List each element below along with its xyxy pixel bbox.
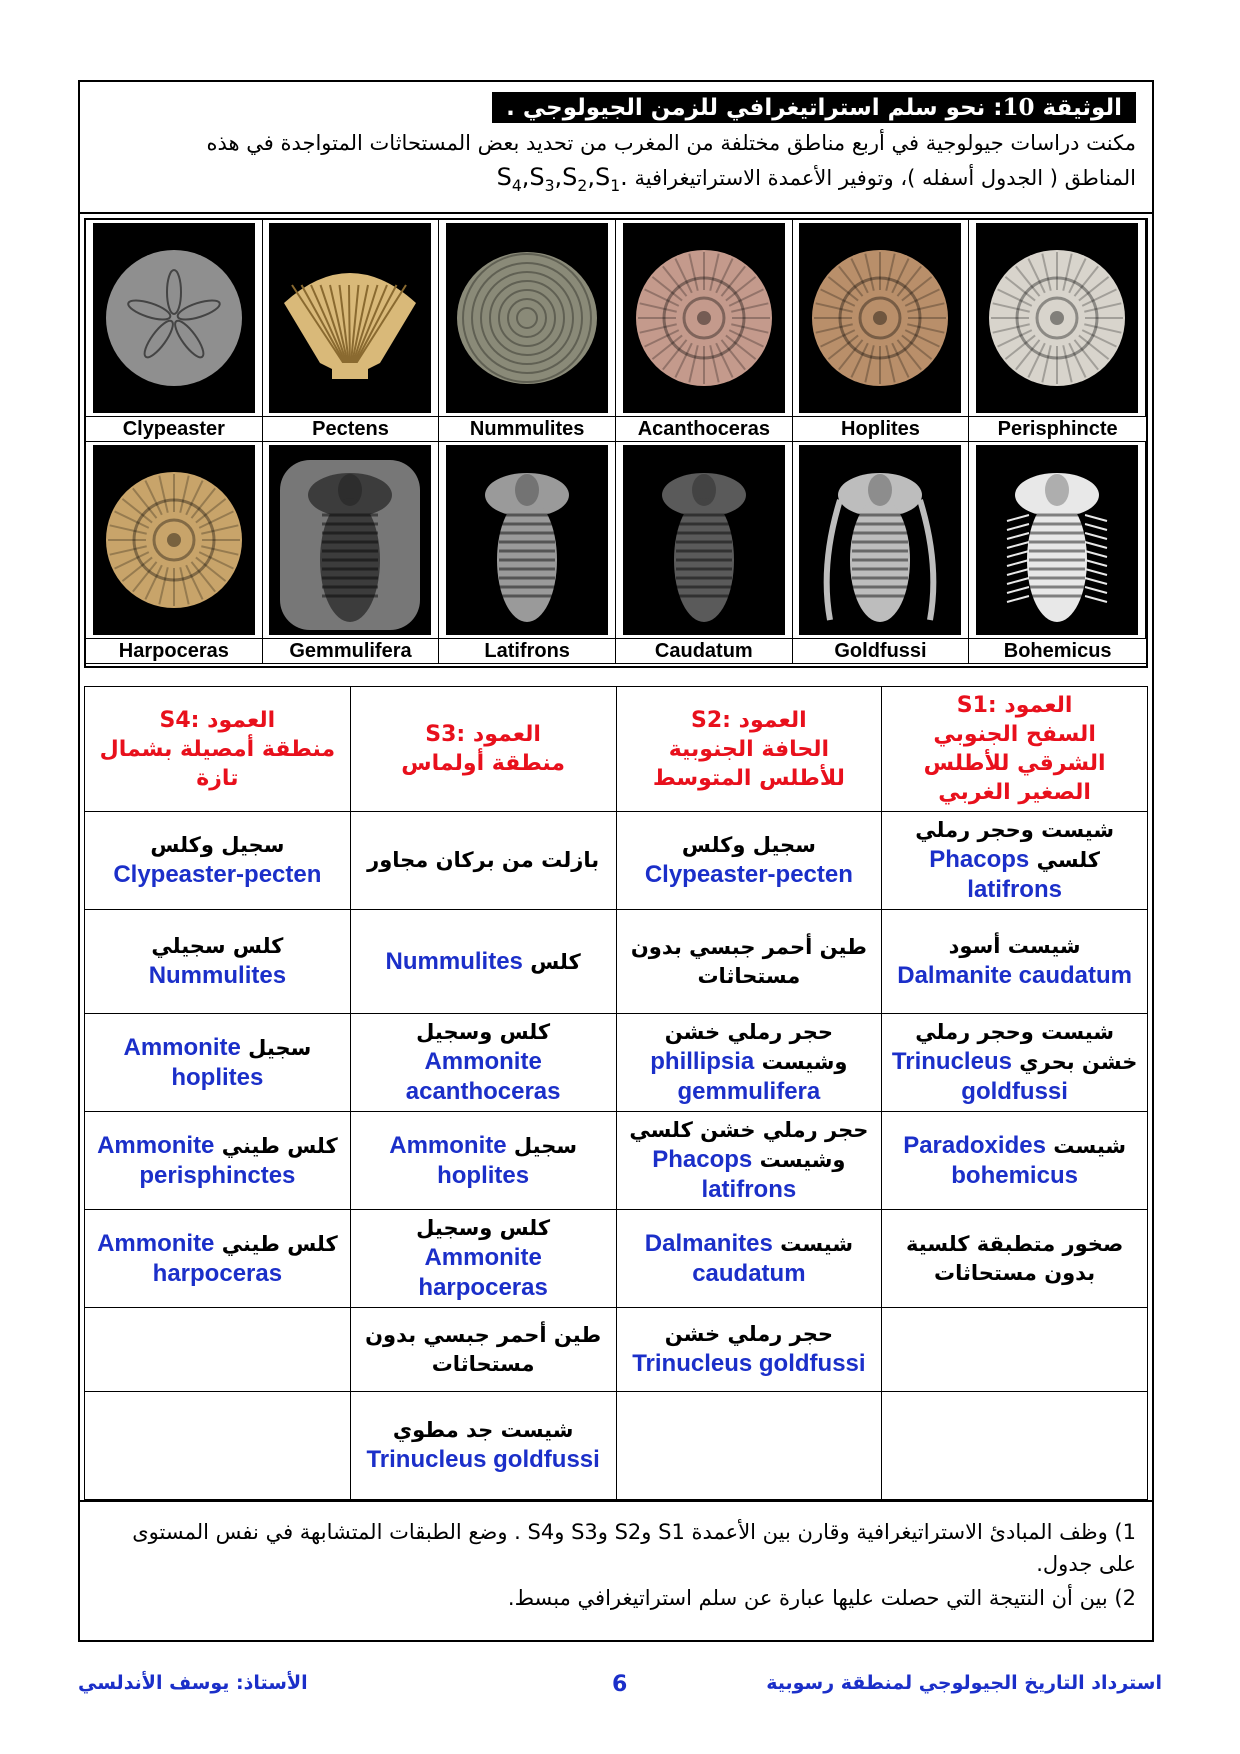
layer-cell (616, 1308, 882, 1392)
layer-cell (616, 1392, 882, 1500)
question-1 (98, 1516, 1136, 1580)
fossil-name-label: Acanthoceras (616, 416, 793, 442)
fossils_row1-photo-cell (969, 220, 1146, 416)
layer-cell (882, 1210, 1148, 1308)
fossils_row2-photo-cell (616, 442, 793, 638)
fossils_row2-photo-cell (793, 442, 970, 638)
intro-section (80, 82, 1152, 214)
fossil-name: Ammonite acanthoceras (405, 1048, 561, 1105)
layer-cell (85, 1308, 351, 1392)
fossil-name: Ammonite hoplites (389, 1131, 530, 1189)
question-2 (98, 1582, 1136, 1614)
fossils_row2-photo-cell (969, 442, 1146, 638)
layer-cell (616, 1112, 882, 1210)
intro-line-2-text: المناطق ( الجدول أسفله )، وتوفير الأعمدة الاستراتيغرافية (634, 166, 1136, 190)
fossil-name-label: Caudatum (616, 638, 793, 664)
column-header-s1 (882, 687, 1148, 812)
column-code: S4: (159, 707, 200, 733)
layer-cell (882, 1014, 1148, 1112)
fossil-name-label: Nummulites (439, 416, 616, 442)
column-header-s4 (85, 687, 351, 812)
document-frame (78, 80, 1154, 1642)
fossils_row1-photo-cell (86, 220, 263, 416)
rock-type: كلس سجيلي (151, 934, 284, 958)
footer-teacher: الأستاذ: يوسف الأندلسي (78, 1672, 308, 1694)
fossils_row2-photo-cell (86, 442, 263, 638)
fossil-name: Nummulites (148, 962, 287, 989)
rock-type: طين أحمر جبسي بدون مستحاثات (630, 934, 867, 988)
column-word: العمود (472, 722, 541, 747)
layer-cell (85, 910, 351, 1014)
table-row (85, 1308, 1148, 1392)
fossil-name: Ammonite hoplites (123, 1033, 264, 1091)
rock-type: كلس طيني (221, 1133, 338, 1158)
layer-cell (85, 1112, 351, 1210)
rock-type: كلس وسجيل (416, 1216, 551, 1240)
column-header-title (623, 706, 876, 735)
table-row (85, 812, 1148, 910)
column-code: S1: (956, 693, 997, 718)
rock-type: سجيل وكلس (681, 833, 816, 857)
fossil-name: Dalmanites caudatum (644, 1229, 806, 1287)
title-text: : نحو سلم استراتيغرافي للزمن الجيولوجي . (506, 95, 1003, 121)
fossil-name: Trinucleus goldfussi (632, 1350, 866, 1377)
fossil-name-label: Hoplites (793, 416, 970, 442)
fossils_row2-photo-cell (439, 442, 616, 638)
column-code: S2: (691, 707, 731, 733)
layer-cell (882, 910, 1148, 1014)
fossils_row1-photo-cell (263, 220, 440, 416)
layer-cell (350, 1112, 616, 1210)
intro-columns-list: $S_4,S_3,S_2,S_1$. (496, 163, 628, 195)
column-header-title (888, 691, 1141, 720)
column-header-title (357, 720, 610, 749)
rock-type: بازلت من بركان مجاور (367, 848, 600, 872)
page-footer (0, 1672, 1240, 1712)
trilobite-spiny-icon (976, 445, 1138, 635)
rock-type: كلس (530, 949, 581, 974)
intro-line-1: مكنت دراسات جيولوجية في أربع مناطق مختلفة من المغرب من تحديد بعض المستحاثات المتواجدة في هذه (206, 131, 1136, 155)
rock-type: سجيل وكلس (150, 833, 285, 857)
fossil-name: Ammonite harpoceras (418, 1244, 548, 1301)
layer-cell (882, 812, 1148, 910)
table-row (85, 1210, 1148, 1308)
fossil-name-label: Bohemicus (969, 638, 1146, 664)
sand-dollar-icon (93, 223, 255, 413)
fossil-name: Trinucleus goldfussi (366, 1446, 600, 1473)
ammonite-icon (799, 223, 961, 413)
fossils_row1-photo-cell (616, 220, 793, 416)
footer-lesson-title: استرداد التاريخ الجيولوجي لمنطقة رسوبية (766, 1672, 1162, 1694)
rock-type: صخور متطبقة كلسية بدون مستحاثات (906, 1231, 1124, 1285)
page-number: 6 (612, 1672, 628, 1697)
rock-type: كلس وسجيل (416, 1020, 551, 1044)
trilobite-long-spine-icon (799, 445, 961, 635)
column-header-title (91, 706, 344, 735)
layer-cell (85, 812, 351, 910)
ammonite-ribbed-icon (976, 223, 1138, 413)
column-region: منطقة أمصيلة بشمال تازة (99, 736, 336, 791)
fossil-name: Phacops latifrons (652, 1146, 797, 1203)
layer-cell (350, 812, 616, 910)
column-region: منطقة أولماس (401, 751, 565, 776)
fossil-name-label: Perisphincte (969, 416, 1146, 442)
column-word: العمود (207, 707, 276, 733)
document-title (492, 92, 1136, 123)
layer-cell (882, 1112, 1148, 1210)
table-row (85, 1014, 1148, 1112)
title-prefix: الوثيقة (1042, 95, 1122, 121)
layer-cell (616, 1210, 882, 1308)
table-row (85, 1392, 1148, 1500)
layer-cell (350, 1210, 616, 1308)
trilobite-icon (623, 445, 785, 635)
layer-cell (85, 1210, 351, 1308)
column-region: السفح الجنوبي الشرقي للأطلس الصغير الغربي (923, 722, 1106, 805)
fossil-name-label: Latifrons (439, 638, 616, 664)
rock-type: شيست (1053, 1133, 1127, 1158)
ammonite-icon (93, 445, 255, 635)
question-1-text: وظف المبادئ الاستراتيغرافية وقارن بين الأعمدة S1 وS2 وS3 وS4 . وضع الطبقات المتشابهة في نفس المستوى على جدول. (132, 1520, 1136, 1576)
layer-cell (882, 1308, 1148, 1392)
fossil-name: Clypeaster-pecten (113, 861, 322, 888)
column-header-s3 (350, 687, 616, 812)
fossils_row1-photo-cell (439, 220, 616, 416)
fossil-name-label: Harpoceras (86, 638, 263, 664)
layer-cell (85, 1014, 351, 1112)
ammonite-icon (623, 223, 785, 413)
rock-type: حجر رملي خشن (664, 1322, 834, 1346)
layer-cell (882, 1392, 1148, 1500)
column-code: S3: (425, 722, 466, 747)
trilobite-rolled-icon (446, 445, 608, 635)
table-row (85, 910, 1148, 1014)
questions-section (80, 1500, 1152, 1644)
rock-type: شيست وحجر رملي كلسي (915, 818, 1114, 872)
fossil-name: phillipsia gemmulifera (650, 1048, 821, 1105)
column-region: الحافة الجنوبية للأطلس المتوسط (652, 736, 845, 791)
layer-cell (350, 1308, 616, 1392)
fossil-name: Phacops latifrons (929, 846, 1062, 903)
fossil-name: Trinucleus goldfussi (891, 1048, 1068, 1105)
rock-type: طين أحمر جبسي بدون مستحاثات (365, 1322, 602, 1376)
fossil-name: Ammonite harpoceras (97, 1229, 283, 1287)
trilobite-in-rock-icon (269, 445, 431, 635)
fossil-name: Paradoxides bohemicus (903, 1131, 1078, 1189)
fossil-name: Clypeaster-pecten (644, 861, 853, 888)
scallop-shell-icon (269, 223, 431, 413)
column-word: العمود (1004, 693, 1073, 718)
fossil-name-label: Gemmulifera (263, 638, 440, 664)
stratigraphic-columns-table (84, 686, 1148, 1500)
title-number: 10 (1002, 94, 1035, 121)
nummulite-icon (446, 223, 608, 413)
question-1-number: 1) (1114, 1520, 1136, 1544)
fossil-grid (84, 218, 1148, 668)
rock-type: شيست جد مطوي (392, 1418, 574, 1442)
rock-type: سجيل (513, 1133, 577, 1158)
fossils_row2-photo-cell (263, 442, 440, 638)
layer-cell (616, 812, 882, 910)
question-2-number: 2) (1114, 1586, 1136, 1610)
table-header-row (85, 687, 1148, 812)
fossil-name: Nummulites (385, 947, 523, 975)
layer-cell (350, 1014, 616, 1112)
fossil-name: Dalmanite caudatum (897, 962, 1132, 989)
rock-type: شيست (780, 1231, 853, 1256)
layer-cell (350, 910, 616, 1014)
intro-paragraph (94, 126, 1136, 203)
fossil-name-label: Goldfussi (793, 638, 970, 664)
question-2-text: بين أن النتيجة التي حصلت عليها عبارة عن سلم استراتيغرافي مبسط. (507, 1586, 1108, 1610)
rock-type: شيست أسود (948, 934, 1081, 958)
fossil-name: Ammonite perisphinctes (97, 1131, 296, 1189)
layer-cell (616, 1014, 882, 1112)
column-word: العمود (738, 707, 807, 733)
layer-cell (85, 1392, 351, 1500)
layer-cell (350, 1392, 616, 1500)
rock-type: كلس طيني (221, 1231, 338, 1256)
fossil-gallery (80, 218, 1152, 670)
fossil-name-label: Clypeaster (86, 416, 263, 442)
rock-type: سجيل (248, 1035, 312, 1060)
rock-type: شيست وحجر رملي خشن بحري (915, 1020, 1138, 1074)
layer-cell (616, 910, 882, 1014)
fossils_row1-photo-cell (793, 220, 970, 416)
rock-type: حجر رملي خشن وشيست (664, 1020, 848, 1074)
column-header-s2 (616, 687, 882, 812)
intro-line-2 (94, 160, 1136, 203)
rock-type: حجر رملي خشن كلسي وشيست (629, 1118, 869, 1172)
fossil-name-label: Pectens (263, 416, 440, 442)
table-row (85, 1112, 1148, 1210)
